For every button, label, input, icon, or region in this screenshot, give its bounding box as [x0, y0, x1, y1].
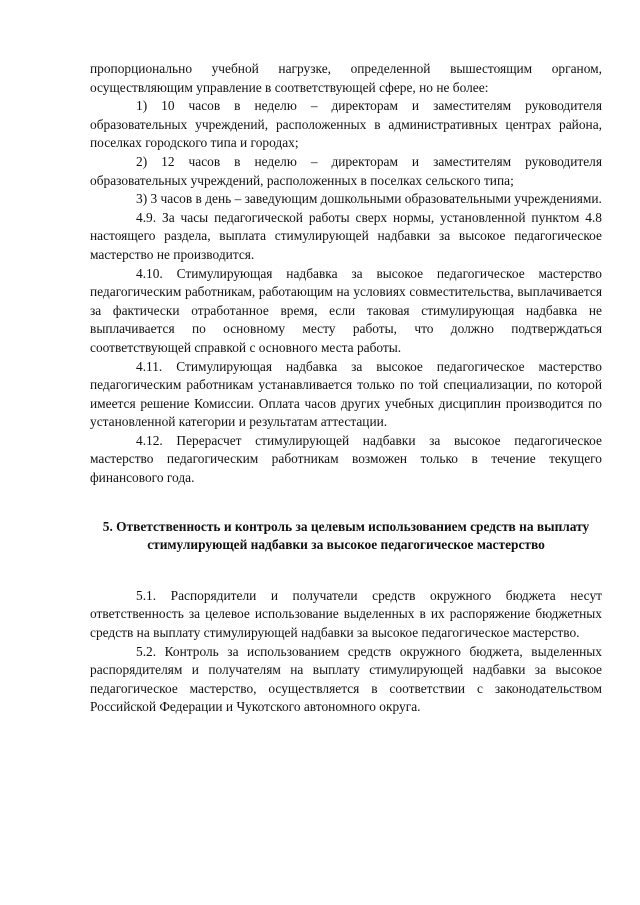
document-page: [90, 60, 602, 717]
paragraphs-top: [90, 60, 602, 488]
paragraphs-bottom: [90, 587, 602, 717]
clause-paragraph: 4.9. За часы педагогической работы сверх нормы, установленной пунктом 4.8 настоящего раздела, выплата стимулирующей надбавки за высокое педагогическое мастерство не производится.: [90, 209, 602, 262]
clause-paragraph: 4.11. Стимулирующая надбавка за высокое педагогическое мастерство педагогическим работникам устанавливается только по той специализации, по которой имеется решение Комиссии. Оплата часов других учебных дисциплин производится по установленной категории и результатам аттестации.: [90, 358, 602, 430]
clause-paragraph: 4.12. Перерасчет стимулирующей надбавки за высокое педагогическое мастерство педагогическим работникам возможен только в течение текущего финансового года.: [90, 432, 602, 486]
paragraph: пропорционально учебной нагрузке, определенной вышестоящим органом, осуществляющим управление в соответствующей сфере, но не более:: [90, 61, 602, 95]
list-item-paragraph: 1) 10 часов в неделю – директорам и заместителям руководителя образовательных учреждений, расположенных в административных центрах района, поселках городского типа и городах;: [90, 98, 602, 151]
section-heading: 5. Ответственность и контроль за целевым использованием средств на выплату стимулирующей надбавки за высокое педагогическое мастерство: [102, 518, 590, 553]
clause-paragraph: 5.1. Распорядители и получатели средств окружного бюджета несут ответственность за целевое использование выделенных в их распоряжение бюджетных средств на выплату стимулирующей надбавки за высокое педагогическое мастерство.: [90, 587, 602, 641]
clause-paragraph: 5.2. Контроль за использованием средств окружного бюджета, выделенных распорядителям и получателям на выплату стимулирующей надбавки за высокое педагогическое мастерство, осуществляется в соответствии с законодательством Российской Федерации и Чукотского автономного округа.: [90, 643, 602, 715]
list-item-paragraph: 3) 3 часов в день – заведующим дошкольными образовательными учреждениями.: [136, 191, 602, 207]
clause-paragraph: 4.10. Стимулирующая надбавка за высокое педагогическое мастерство педагогическим работникам, работающим на условиях совместительства, выплачивается за фактически отработанное время, если таковая стимулирующая надбавка не выплачивается по основному месту работы, что должно подтверждаться соответствующей справкой с основного места работы.: [90, 265, 602, 355]
list-item-paragraph: 2) 12 часов в неделю – директорам и заместителям руководителя образовательных учреждений, расположенных в поселках сельского типа;: [90, 153, 602, 188]
